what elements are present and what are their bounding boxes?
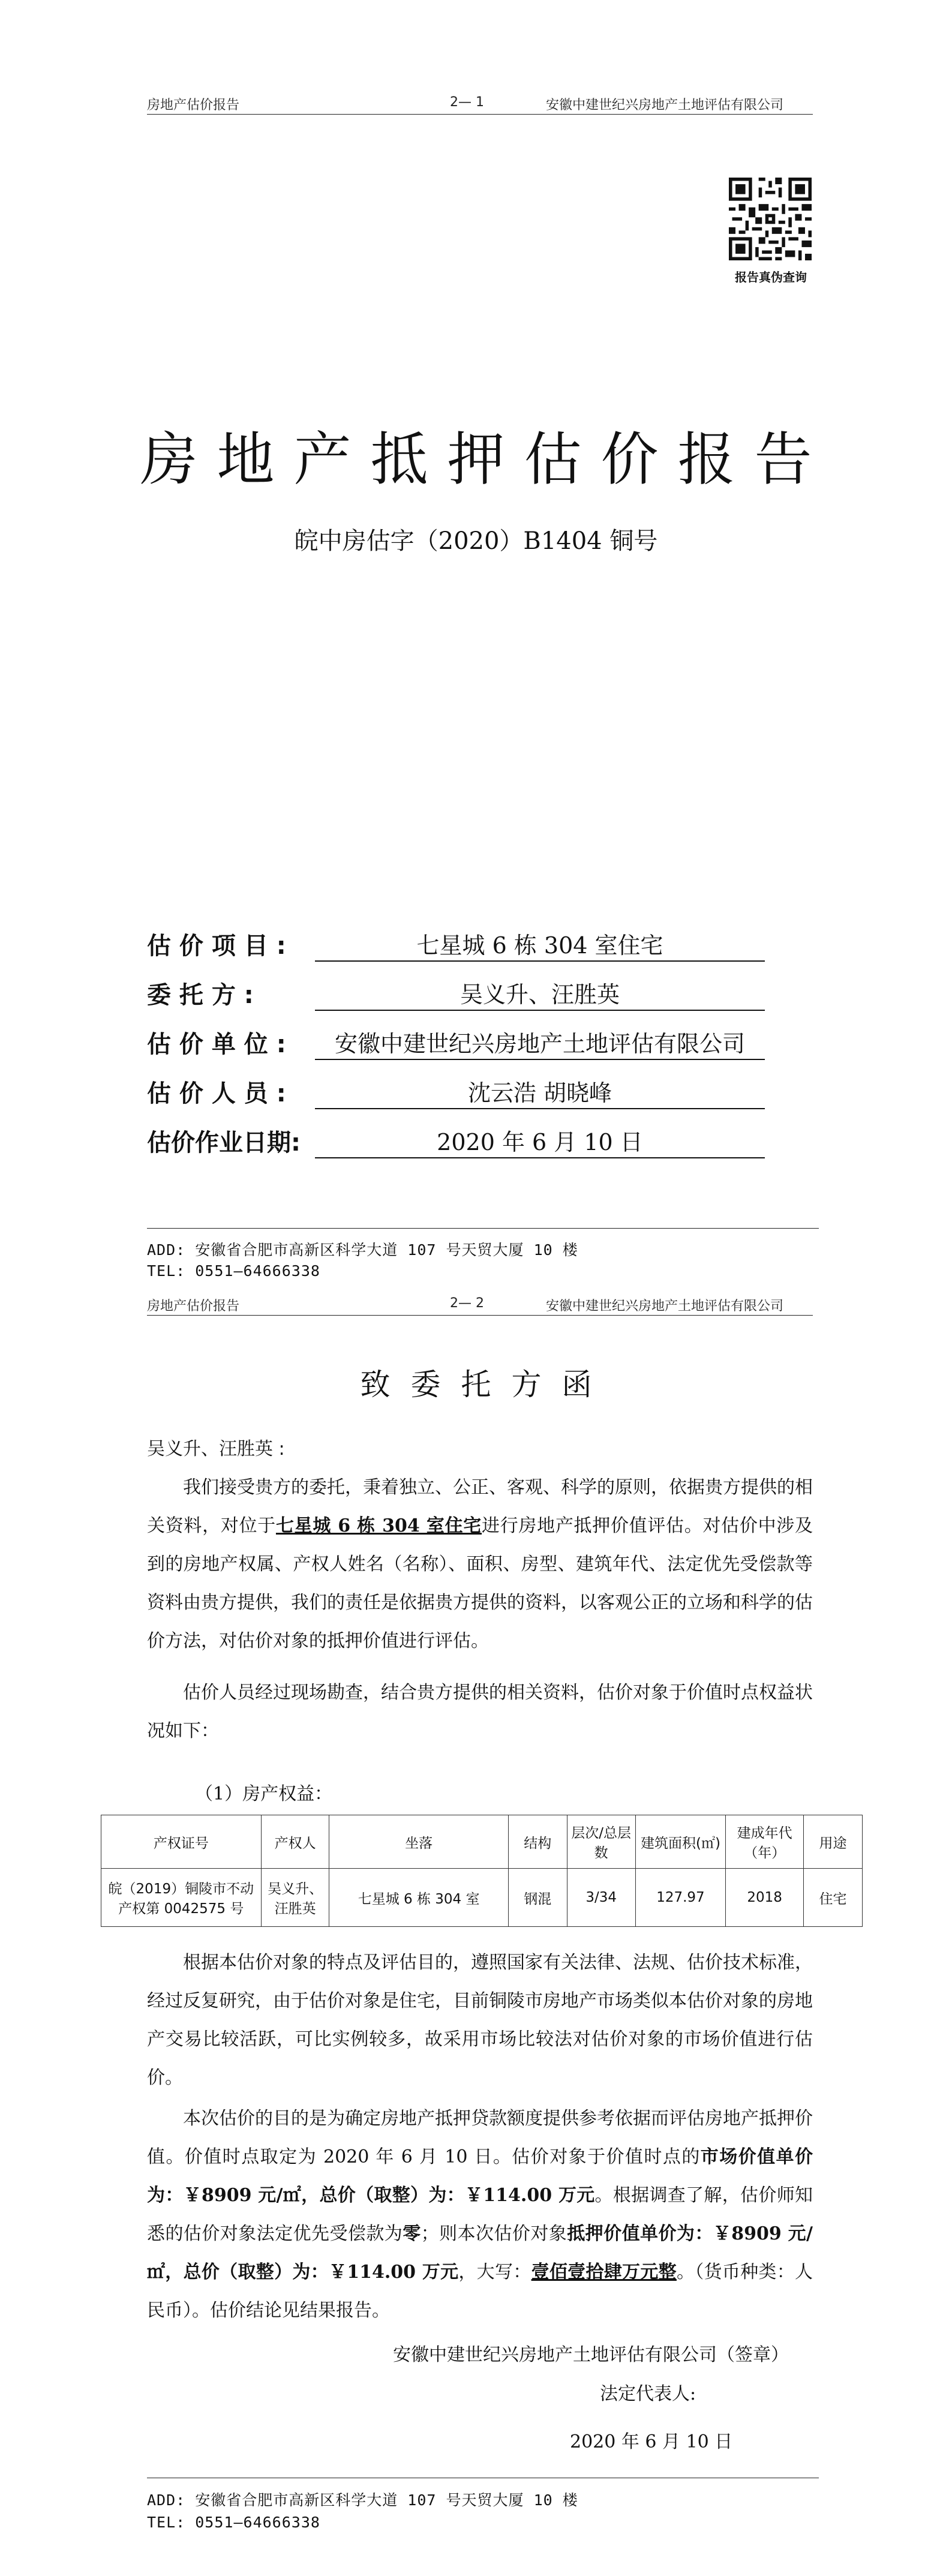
letter-paragraph-4 <box>147 2100 813 2330</box>
letter-title: 致委托方函 <box>360 1367 612 1402</box>
column-header: 产权证号 <box>101 1815 262 1869</box>
amount-in-words: 壹佰壹拾肆万元整 <box>531 2262 677 2283</box>
table-cell: 住宅 <box>803 1869 862 1927</box>
info-label: 估 价 单 位 : <box>147 1031 286 1058</box>
section-subheading: （1）房产权益： <box>195 1784 333 1805</box>
info-value: 吴义升、汪胜英 <box>315 976 765 1011</box>
header-rule <box>147 1315 813 1316</box>
footer-tel: TEL: 0551—64666338 <box>147 2514 320 2531</box>
table-cell: 七星城 6 栋 304 室 <box>329 1869 508 1927</box>
footer-tel: TEL: 0551—64666338 <box>147 1262 320 1280</box>
letter-paragraph-1 <box>147 1469 813 1661</box>
info-value: 七星城 6 栋 304 室住宅 <box>315 927 765 962</box>
signature-representative: 法定代表人: <box>600 2383 696 2404</box>
info-value: 2020 年 6 月 10 日 <box>315 1124 765 1158</box>
header-left: 房地产估价报告 <box>147 1299 240 1314</box>
info-row-client <box>147 976 795 1014</box>
table-cell: 127.97 <box>635 1869 726 1927</box>
report-number: 皖中房估字（2020）B1404 铜号 <box>294 527 658 555</box>
text: 进行房地产抵押价值评估。对估价中涉及到的房地产权属、产权人姓名（名称）、面积、房型、建筑年代、法定优先受偿款等资料由贵方提供，我们的责任是依据贵方提供的资料，以客观公正的立场和科学的估价方法，对估价对象的抵押价值进行评估。 <box>147 1515 813 1652</box>
priority-claims: 零 <box>403 2223 421 2244</box>
header-page-number: 2— 2 <box>450 1296 484 1311</box>
info-label: 估 价 项 目 : <box>147 932 286 960</box>
info-row-project <box>147 927 795 965</box>
addressee: 吴义升、汪胜英 : <box>147 1439 285 1460</box>
info-label: 估 价 人 员 : <box>147 1080 286 1107</box>
column-header: 建筑面积(㎡) <box>635 1815 726 1869</box>
table-header-row <box>101 1815 863 1869</box>
footer-address: ADD: 安徽省合肥市高新区科学大道 107 号天贸大厦 10 楼 <box>147 1241 578 1259</box>
qr-code-icon[interactable] <box>729 178 812 260</box>
table-cell: 皖（2019）铜陵市不动产权第 0042575 号 <box>101 1869 262 1927</box>
footer-address: ADD: 安徽省合肥市高新区科学大道 107 号天贸大厦 10 楼 <box>147 2491 578 2509</box>
table-cell: 钢混 <box>508 1869 567 1927</box>
report-title: 房地产抵押估价报告 <box>140 426 831 493</box>
table-cell: 吴义升、汪胜英 <box>261 1869 329 1927</box>
column-header: 层次/总层数 <box>567 1815 635 1869</box>
property-address: 七星城 6 栋 304 室住宅 <box>275 1515 482 1536</box>
signature-date: 2020 年 6 月 10 日 <box>570 2431 733 2452</box>
letter-paragraph-3: 根据本估价对象的特点及评估目的，遵照国家有关法律、法规、估价技术标准，经过反复研究，由于估价对象是住宅，目前铜陵市房地产市场类似本估价对象的房地产交易比较活跃，可比实例较多，故采用市场比较法对估价对象的市场价值进行估价。 <box>147 1952 813 2088</box>
table-cell: 2018 <box>726 1869 804 1927</box>
header-page-number: 2— 1 <box>450 95 484 110</box>
table-cell: 3/34 <box>567 1869 635 1927</box>
column-header: 结构 <box>508 1815 567 1869</box>
text: 本次估价的目的是为确定房地产抵押贷款额度提供参考依据而评估房地产抵押价值。价值时点取定为 2020 年 6 月 10 日。估价对象于价值时点的 <box>147 2108 813 2167</box>
signature-company: 安徽中建世纪兴房地产土地评估有限公司（签章） <box>393 2344 789 2365</box>
info-label: 委 托 方 : <box>147 981 254 1009</box>
info-row-appraiser-company <box>147 1025 795 1064</box>
header-left: 房地产估价报告 <box>147 98 240 113</box>
header-company: 安徽中建世纪兴房地产土地评估有限公司 <box>546 98 784 113</box>
market-value: 市场价值单价为：￥8909 元/㎡，总价（取整）为：￥114.00 万元 <box>147 2146 813 2206</box>
info-row-appraisers <box>147 1074 795 1113</box>
header-rule <box>147 114 813 115</box>
header-company: 安徽中建世纪兴房地产土地评估有限公司 <box>546 1299 784 1314</box>
info-value: 安徽中建世纪兴房地产土地评估有限公司 <box>315 1025 765 1060</box>
column-header: 用途 <box>803 1815 862 1869</box>
info-label: 估价作业日期: <box>147 1129 301 1157</box>
text: ；则本次估价对象 <box>421 2223 567 2244</box>
qr-caption: 报告真伪查询 <box>735 270 807 284</box>
text: 。（货币种类：人民币）。估价结论见结果报告。 <box>147 2262 813 2321</box>
footer-rule <box>147 1228 819 1229</box>
letter-paragraph-2: 估价人员经过现场勘查，结合贵方提供的相关资料，估价对象于价值时点权益状况如下： <box>147 1682 813 1742</box>
text: 我们接受贵方的委托，秉着独立、公正、客观、科学的原则，依据贵方提供的相关资料，对位于 <box>147 1477 813 1536</box>
info-value: 沈云浩 胡晓峰 <box>315 1074 765 1109</box>
column-header: 产权人 <box>261 1815 329 1869</box>
property-rights-table <box>101 1815 863 1927</box>
info-row-work-date <box>147 1124 795 1162</box>
text: ，大写： <box>458 2262 531 2283</box>
mortgage-value: 抵押价值单价为：￥8909 元/㎡，总价（取整）为：￥114.00 万元 <box>147 2223 813 2283</box>
table-row <box>101 1869 863 1927</box>
column-header: 建成年代（年） <box>726 1815 804 1869</box>
text: 。根据调查了解，估价师知悉的估价对象法定优先受偿款为 <box>147 2185 813 2244</box>
column-header: 坐落 <box>329 1815 508 1869</box>
